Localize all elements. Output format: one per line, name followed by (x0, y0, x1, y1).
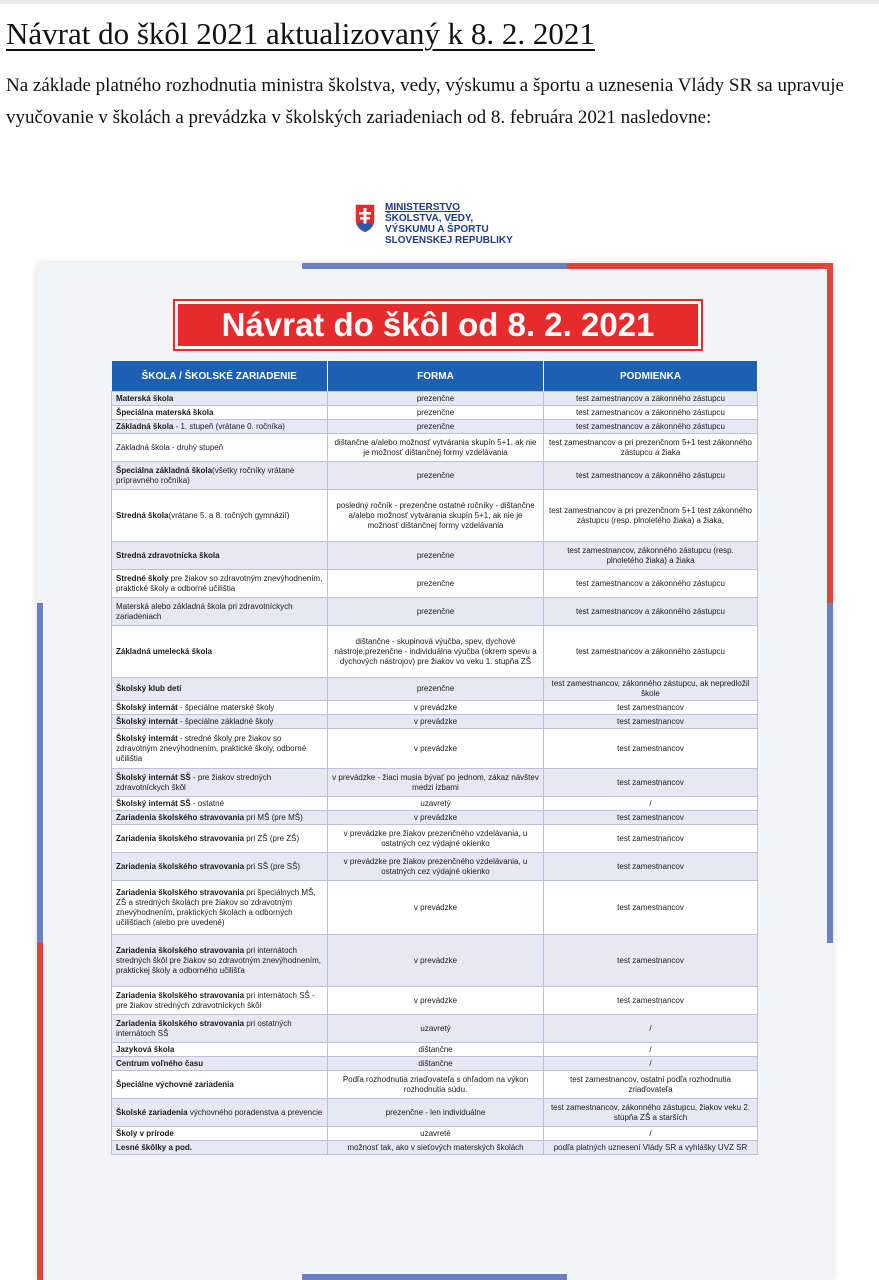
cell-school-detail: pri internátoch stredných škôl pre žiakov so zdravotným znevýhodnením, praktickej školy a odborného učilišťa (116, 945, 321, 975)
cell-condition: / (544, 1015, 758, 1043)
table-row (112, 420, 758, 434)
cell-form: dištančne (328, 1057, 544, 1071)
cell-form: v prevádzke (328, 935, 544, 987)
cell-school (112, 678, 328, 701)
cell-school-bold: Stredná škola (116, 510, 169, 520)
table-row (112, 462, 758, 490)
cell-condition: podľa platných uznesení Vlády SR a vyhlášky UVZ SR (544, 1141, 758, 1155)
cell-condition: test zamestnancov a pri prezenčnom 5+1 test zákonného zástupcu (resp. plnoletého žiaka) a žiaka, (544, 490, 758, 542)
table-row (112, 1141, 758, 1155)
table-row (112, 406, 758, 420)
cell-condition: test zamestnancov (544, 769, 758, 797)
cell-school-bold: Špeciálne výchovné zariadenia (116, 1079, 234, 1089)
cell-school-bold: Špeciálna materská škola (116, 407, 214, 417)
cell-school-detail: (všetky ročníky vrátane prípravného ročníka) (116, 465, 295, 485)
table-row (112, 715, 758, 729)
cell-school (112, 1141, 328, 1155)
cell-school-detail: výchovného poradenstva a prevencie (187, 1107, 323, 1117)
cell-school (112, 406, 328, 420)
table-row (112, 825, 758, 853)
rules-table-wrapper (111, 361, 757, 1155)
cell-form: prezenčne (328, 420, 544, 434)
poster-top-stripe-red (567, 263, 833, 269)
cell-school-bold: Školský internát (116, 702, 178, 712)
table-row (112, 797, 758, 811)
cell-school-bold: Základná umelecká škola (116, 646, 213, 656)
cell-school (112, 811, 328, 825)
cell-school-bold: Základná škola (116, 421, 174, 431)
cell-school-bold: Zariadenia školského stravovania (116, 990, 245, 1000)
table-row (112, 853, 758, 881)
table-row (112, 1071, 758, 1099)
cell-school-bold: Jazyková škola (116, 1044, 175, 1054)
cell-school (112, 987, 328, 1015)
cell-school-bold: Zariadenia školského stravovania (116, 812, 245, 822)
cell-condition: / (544, 1127, 758, 1141)
cell-condition: test zamestnancov a pri prezenčnom 5+1 test zákonného zástupcu a žiaka (544, 434, 758, 462)
column-header-condition: PODMIENKA (544, 361, 758, 392)
cell-school (112, 1057, 328, 1071)
cell-school (112, 598, 328, 626)
cell-school-detail: Materská alebo základná škola pri zdravotníckych zariadeniach (116, 601, 293, 621)
cell-condition: test zamestnancov a zákonného zástupcu (544, 598, 758, 626)
table-row (112, 626, 758, 678)
column-header-form: FORMA (328, 361, 544, 392)
slovak-coat-of-arms-icon (353, 202, 377, 234)
cell-condition: / (544, 1043, 758, 1057)
cell-school (112, 1015, 328, 1043)
cell-form: uzavretý (328, 797, 544, 811)
cell-school (112, 542, 328, 570)
cell-condition: test zamestnancov, zákonného zástupcu (resp. plnoletého žiaka) a žiaka (544, 542, 758, 570)
cell-condition: test zamestnancov a zákonného zástupcu (544, 392, 758, 406)
table-row (112, 935, 758, 987)
cell-school-detail: - stredné školy pre žiakov so zdravotným znevýhodnením, praktické školy, odborné učilištia (116, 733, 307, 763)
cell-school-detail: pri SŠ (pre SŠ) (244, 861, 301, 871)
table-row (112, 1099, 758, 1127)
cell-school-bold: Školský internát (116, 716, 178, 726)
cell-school (112, 570, 328, 598)
cell-form: v prevádzke (328, 715, 544, 729)
table-row (112, 729, 758, 769)
cell-school-bold: Zariadenia školského stravovania (116, 833, 245, 843)
cell-school-detail: pri MŠ (pre MŠ) (244, 812, 303, 822)
cell-condition: test zamestnancov a zákonného zástupcu (544, 626, 758, 678)
cell-form: prezenčne (328, 406, 544, 420)
cell-form: dištančne a/alebo možnosť vytvárania skupín 5+1, ak nie je možnosť dištančnej formy vzdelávania (328, 434, 544, 462)
cell-form: prezenčne (328, 542, 544, 570)
cell-form: v prevádzke (328, 987, 544, 1015)
table-row (112, 1127, 758, 1141)
table-body (112, 392, 758, 1155)
cell-form: uzavretý (328, 1015, 544, 1043)
cell-school-bold: Lesné škôlky a pod. (116, 1142, 193, 1152)
cell-condition: test zamestnancov (544, 935, 758, 987)
table-row (112, 542, 758, 570)
cell-school-bold: Stredné školy (116, 573, 169, 583)
ministry-name (385, 202, 513, 246)
cell-form: uzavreté (328, 1127, 544, 1141)
cell-school-bold: Zariadenia školského stravovania (116, 945, 245, 955)
cell-school-detail: pre žiakov so zdravotným znevýhodnením, praktické školy a odborné učilištia (116, 573, 323, 593)
poster-left-stripe-blue (37, 603, 43, 943)
cell-school-bold: Centrum voľného času (116, 1058, 204, 1068)
cell-school (112, 1071, 328, 1099)
table-row (112, 678, 758, 701)
cell-school (112, 1099, 328, 1127)
cell-school (112, 701, 328, 715)
cell-school (112, 392, 328, 406)
cell-condition: test zamestnancov (544, 715, 758, 729)
cell-form: prezenčne (328, 462, 544, 490)
cell-school (112, 490, 328, 542)
poster-right-stripe-blue (827, 603, 833, 943)
rules-table (111, 361, 758, 1155)
table-row (112, 987, 758, 1015)
cell-school (112, 881, 328, 935)
cell-form: dištančne (328, 1043, 544, 1057)
top-divider (0, 0, 879, 4)
cell-school-detail: pri internátoch SŠ - pre žiakov stredných zdravotníckych škôl (116, 990, 315, 1010)
poster (37, 263, 833, 1280)
poster-top-stripe-blue (302, 263, 567, 269)
cell-condition: test zamestnancov a zákonného zástupcu (544, 570, 758, 598)
table-row (112, 570, 758, 598)
cell-school-detail: - špeciálne materské školy (177, 702, 275, 712)
cell-condition: / (544, 1057, 758, 1071)
cell-school-detail: pri špeciálnych MŠ, ZŠ a stredných školách pre žiakov so zdravotným znevýhodnením, praktických školách a odborných učilištiach (alebo pre uvedené) (116, 887, 316, 927)
cell-school-bold: Zariadenia školského stravovania (116, 1018, 245, 1028)
cell-school (112, 729, 328, 769)
table-row (112, 1057, 758, 1071)
poster-title: Návrat do škôl od 8. 2. 2021 (175, 301, 701, 349)
cell-form: možnosť tak, ako v sieťových materských školách (328, 1141, 544, 1155)
cell-form: v prevádzke (328, 811, 544, 825)
table-row (112, 1043, 758, 1057)
cell-form: Podľa rozhodnutia zriaďovateľa s ohľadom na výkon rozhodnutia súdu. (328, 1071, 544, 1099)
cell-form: posledný ročník - prezenčne ostatné ročníky - dištančne a/alebo možnosť vytvárania skupín 5+1, ak nie je možnosť dištančnej formy vzdelávania (328, 490, 544, 542)
table-row (112, 769, 758, 797)
cell-school (112, 935, 328, 987)
cell-form: prezenčne (328, 570, 544, 598)
cell-form: v prevádzke (328, 701, 544, 715)
cell-form: v prevádzke - žiaci musia bývať po jednom, zákaz návštev medzi izbami (328, 769, 544, 797)
table-row (112, 881, 758, 935)
table-row (112, 434, 758, 462)
table-row (112, 811, 758, 825)
cell-school-detail: - pre žiakov stredných zdravotníckych škôl (116, 772, 272, 792)
ministry-line-3: VÝSKUMU A ŠPORTU (385, 224, 489, 235)
column-header-school: ŠKOLA / ŠKOLSKÉ ZARIADENIE (112, 361, 328, 392)
cell-school-bold: Stredná zdravotnícka škola (116, 550, 220, 560)
cell-condition: test zamestnancov (544, 853, 758, 881)
cell-school (112, 715, 328, 729)
cell-school (112, 1127, 328, 1141)
cell-school (112, 825, 328, 853)
cell-condition: test zamestnancov (544, 811, 758, 825)
ministry-line-1: MINISTERSTVO (385, 202, 461, 213)
cell-condition: test zamestnancov a zákonného zástupcu (544, 462, 758, 490)
cell-school (112, 769, 328, 797)
poster-left-stripe-red (37, 943, 43, 1280)
cell-form: dištančne - skupinová výučba, spev, dychové nástroje,prezenčne - individuálna výučba (okrem spevu a dychových nástrojov) pre žiakov vo veku 1. stupňa ZŠ (328, 626, 544, 678)
cell-school (112, 853, 328, 881)
cell-school-detail: pri ZŠ (pre ZŠ) (244, 833, 300, 843)
cell-school-bold: Školy v prírode (116, 1128, 174, 1138)
cell-condition: test zamestnancov (544, 701, 758, 715)
table-row (112, 490, 758, 542)
cell-school-bold: Školské zariadenia (116, 1107, 188, 1117)
cell-form: v prevádzke (328, 881, 544, 935)
cell-form: v prevádzke (328, 729, 544, 769)
cell-school-bold: Školský internát SŠ (116, 772, 191, 782)
cell-form: prezenčne - len individuálne (328, 1099, 544, 1127)
cell-school (112, 462, 328, 490)
cell-form: prezenčne (328, 392, 544, 406)
cell-condition: test zamestnancov (544, 729, 758, 769)
page-title: Návrat do škôl 2021 aktualizovaný k 8. 2. 2021 (6, 16, 595, 51)
cell-form: v prevádzke pre žiakov prezenčného vzdelávania, u ostatných cez výdajné okienko (328, 853, 544, 881)
cell-condition: test zamestnancov a zákonného zástupcu (544, 420, 758, 434)
table-row (112, 701, 758, 715)
cell-school-detail: pri ostatných internátoch SŠ (116, 1018, 292, 1038)
cell-form: prezenčne (328, 598, 544, 626)
ministry-line-2: ŠKOLSTVA, VEDY, (385, 213, 474, 224)
cell-condition: test zamestnancov, zákonného zástupcu, žiakov veku 2. stupňa ZŠ a starších (544, 1099, 758, 1127)
cell-school (112, 420, 328, 434)
table-row (112, 392, 758, 406)
cell-school-bold: Zariadenia školského stravovania (116, 887, 245, 897)
cell-school (112, 1043, 328, 1057)
table-header-row (112, 361, 758, 392)
cell-school-bold: Špeciálna základná škola (116, 465, 213, 475)
cell-school-bold: Školský klub detí (116, 684, 182, 693)
intro-paragraph: Na základe platného rozhodnutia ministra školstva, vedy, výskumu a športu a uznesenia Vlády SR sa upravuje vyučovanie v školách a prevádzka v školských zariadeniach od 8. februára 2021 nasledovne: (6, 75, 844, 128)
cell-school-detail: - špeciálne základné školy (177, 716, 274, 726)
poster-right-stripe-red (827, 263, 833, 603)
cell-condition: test zamestnancov (544, 825, 758, 853)
cell-form: prezenčne (328, 678, 544, 701)
cell-school-detail: (vrátane 5. a 8. ročných gymnázií) (168, 510, 290, 520)
cell-school-bold: Školský internát SŠ (116, 798, 191, 808)
cell-school (112, 434, 328, 462)
table-row (112, 1015, 758, 1043)
cell-condition: test zamestnancov, zákonného zástupcu, ak nepredložil škole (544, 678, 758, 701)
cell-school-detail: - ostatné (190, 798, 225, 808)
table-row (112, 598, 758, 626)
cell-school-bold: Materská škola (116, 393, 174, 403)
ministry-line-4: SLOVENSKEJ REPUBLIKY (385, 235, 513, 246)
cell-school-detail: - 1. stupeň (vrátane 0. ročníka) (173, 421, 285, 431)
cell-school (112, 626, 328, 678)
cell-school-detail: Základná škola - druhý stupeň (116, 442, 224, 452)
cell-condition: test zamestnancov, ostatní podľa rozhodnutia zriaďovateľa (544, 1071, 758, 1099)
poster-bottom-stripe-blue (302, 1274, 567, 1280)
cell-condition: test zamestnancov a zákonného zástupcu (544, 406, 758, 420)
cell-school-bold: Zariadenia školského stravovania (116, 861, 245, 871)
cell-school (112, 797, 328, 811)
cell-condition: / (544, 797, 758, 811)
cell-condition: test zamestnancov (544, 881, 758, 935)
cell-condition: test zamestnancov (544, 987, 758, 1015)
cell-form: v prevádzke pre žiakov prezenčného vzdelávania, u ostatných cez výdajné okienko (328, 825, 544, 853)
cell-school-bold: Školský internát (116, 733, 178, 743)
